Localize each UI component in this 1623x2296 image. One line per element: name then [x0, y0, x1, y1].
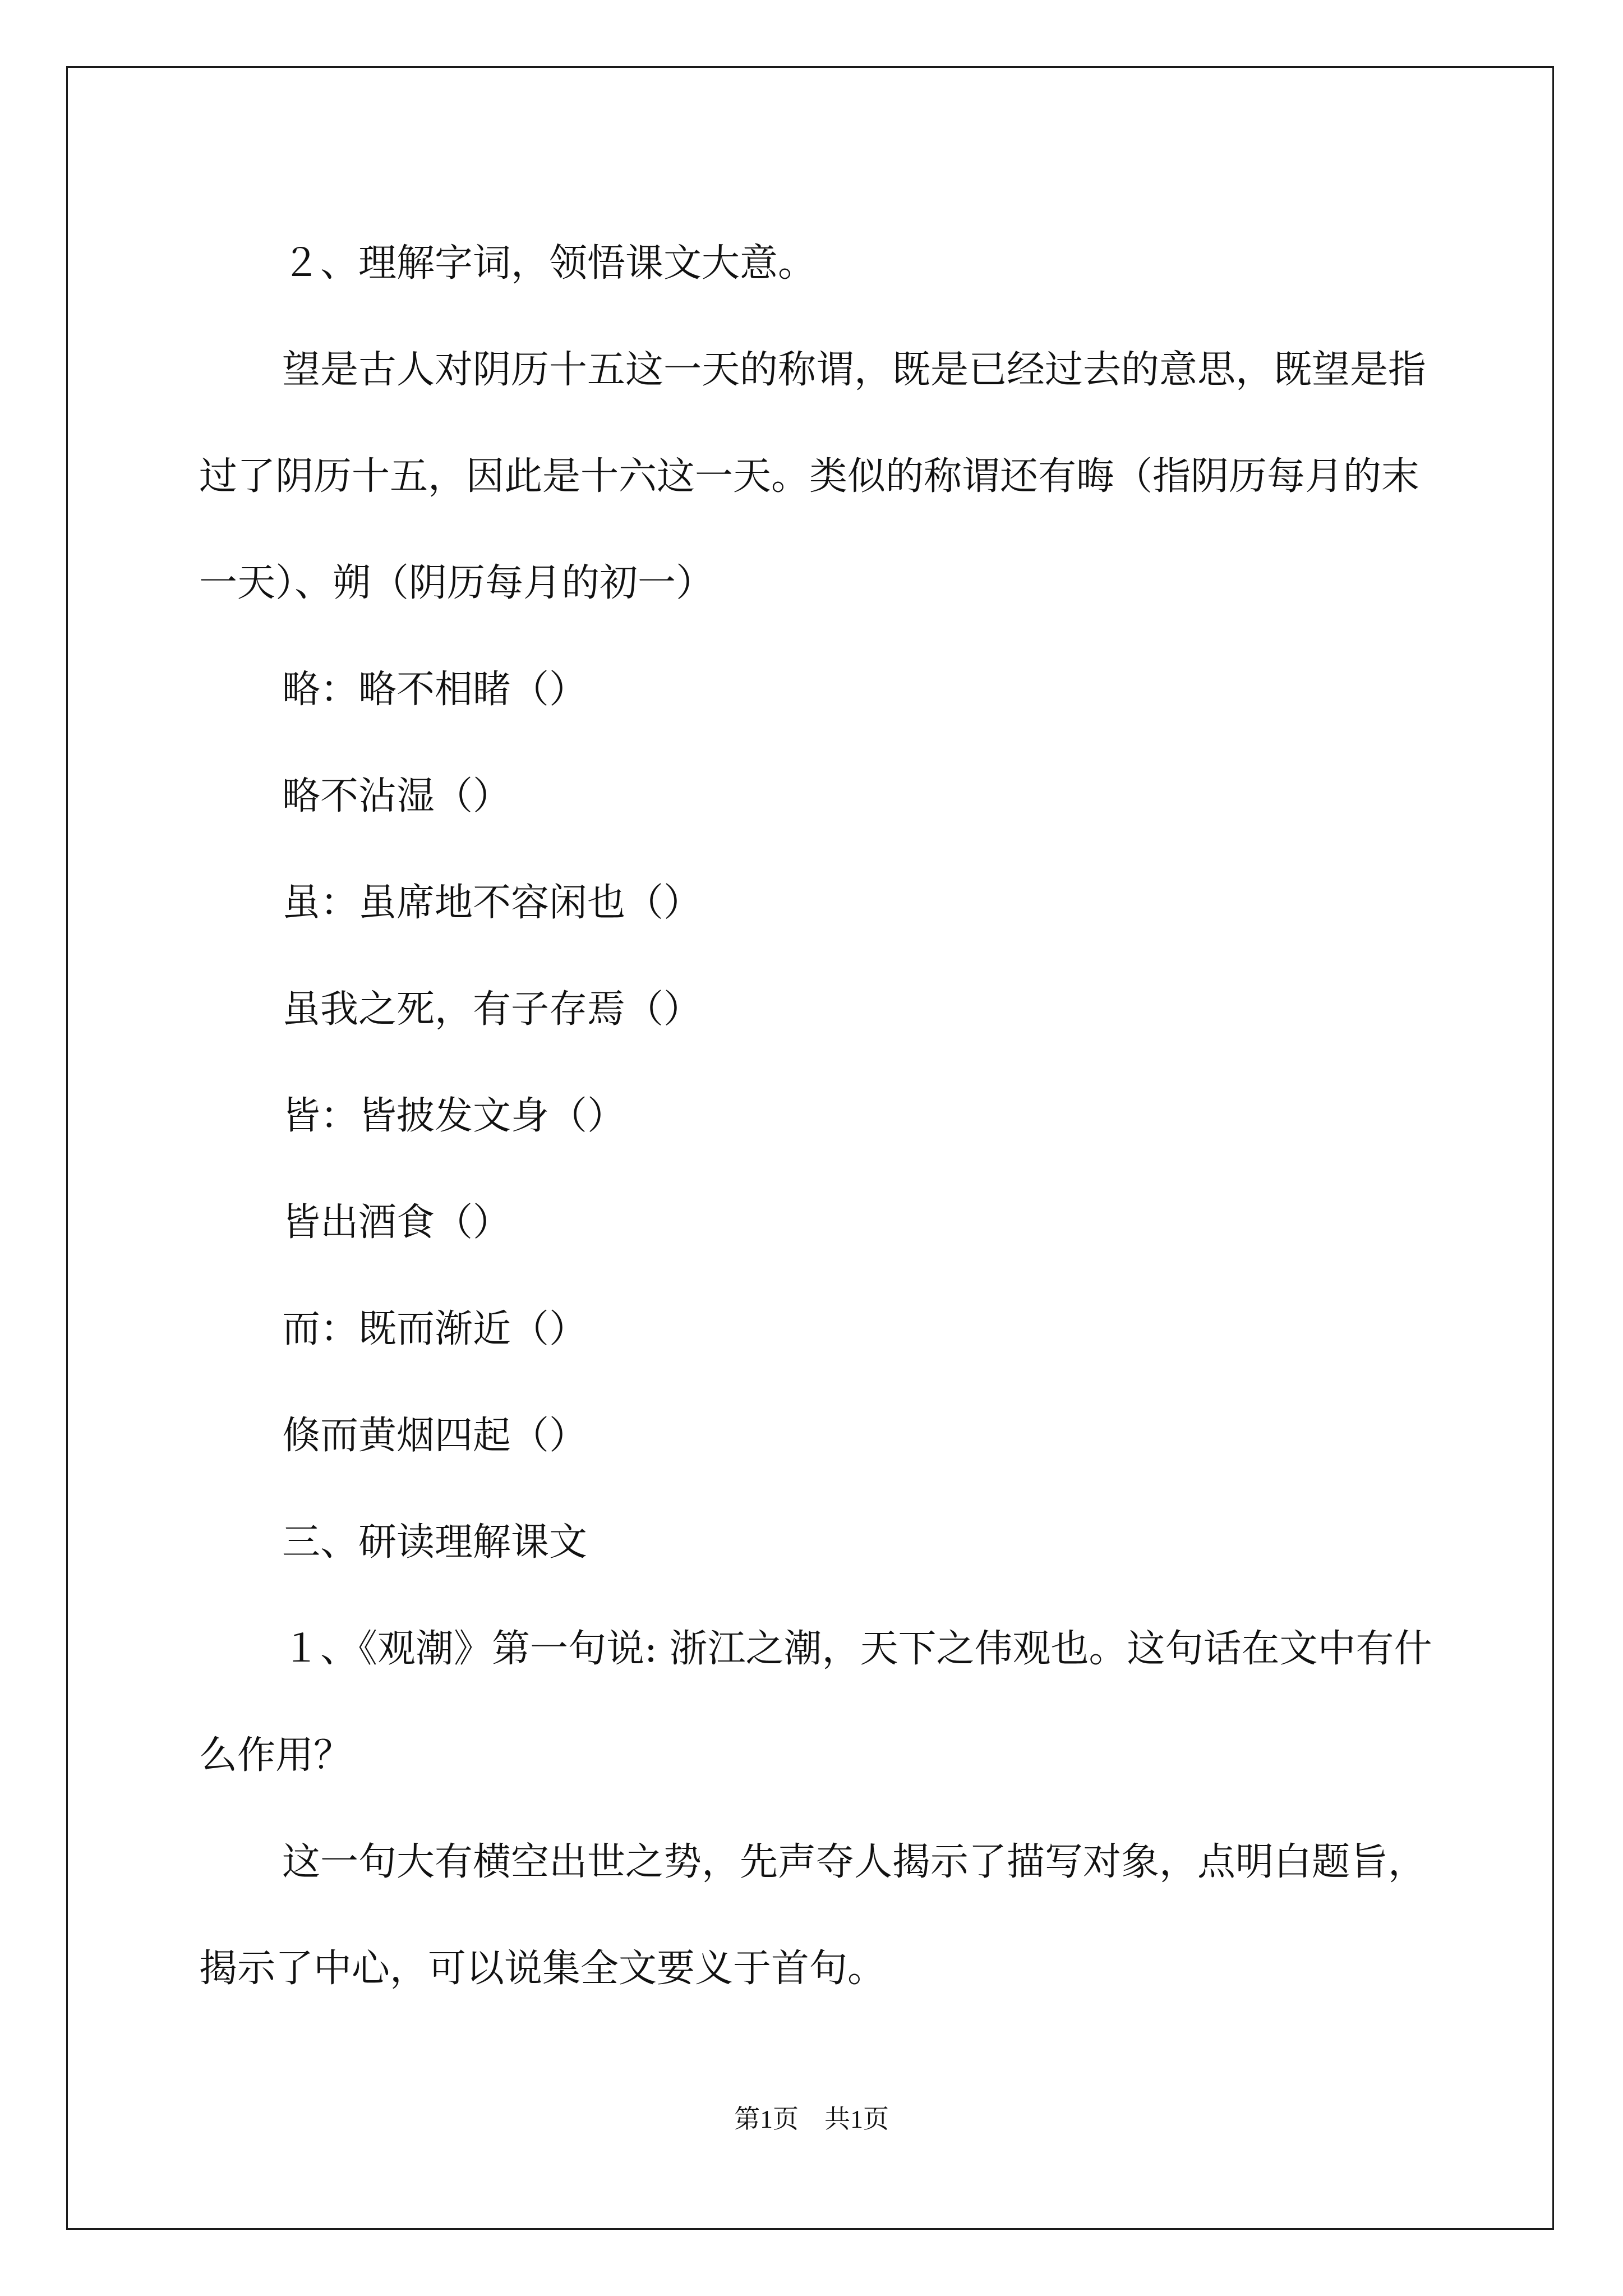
- document-body: [199, 210, 1433, 2022]
- paragraph-1: ２、理解字词，领悟课文大意。: [282, 241, 817, 286]
- paragraph-6: 虽我之死，有子存焉（）: [282, 987, 702, 1032]
- paragraph-7: 皆：皆披发文身（）: [282, 1094, 626, 1138]
- paragraph-4: 略不沾湿（）: [282, 774, 511, 818]
- paragraph-2: 望是古人对阴历十五这一天的称谓，既是已经过去的意思，既望是指过了阴历十五，因此是十六这一天。类似的称谓还有晦（指阴历每月的末一天）、朔（阴历每月的初一）: [199, 348, 1427, 605]
- page-footer: 第1页 共1页: [734, 2105, 889, 2133]
- paragraph-9: 而：既而渐近（）: [282, 1307, 588, 1351]
- paragraph-12: １、《观潮》第一句说: 浙江之潮，天下之伟观也。这句话在文中有什么作用？: [199, 1627, 1432, 1778]
- section-heading: 三、研读理解课文: [282, 1520, 588, 1565]
- paragraph-5: 虽：虽席地不容闲也（）: [282, 881, 702, 925]
- paragraph-10: 倏而黄烟四起（）: [282, 1414, 588, 1458]
- paragraph-13: 这一句大有横空出世之势，先声夺人揭示了描写对象，点明白题旨，揭示了中心，可以说集全文要义于首句。: [199, 1840, 1427, 1991]
- paragraph-8: 皆出酒食（）: [282, 1200, 511, 1245]
- paragraph-3: 略：略不相睹（）: [282, 668, 588, 712]
